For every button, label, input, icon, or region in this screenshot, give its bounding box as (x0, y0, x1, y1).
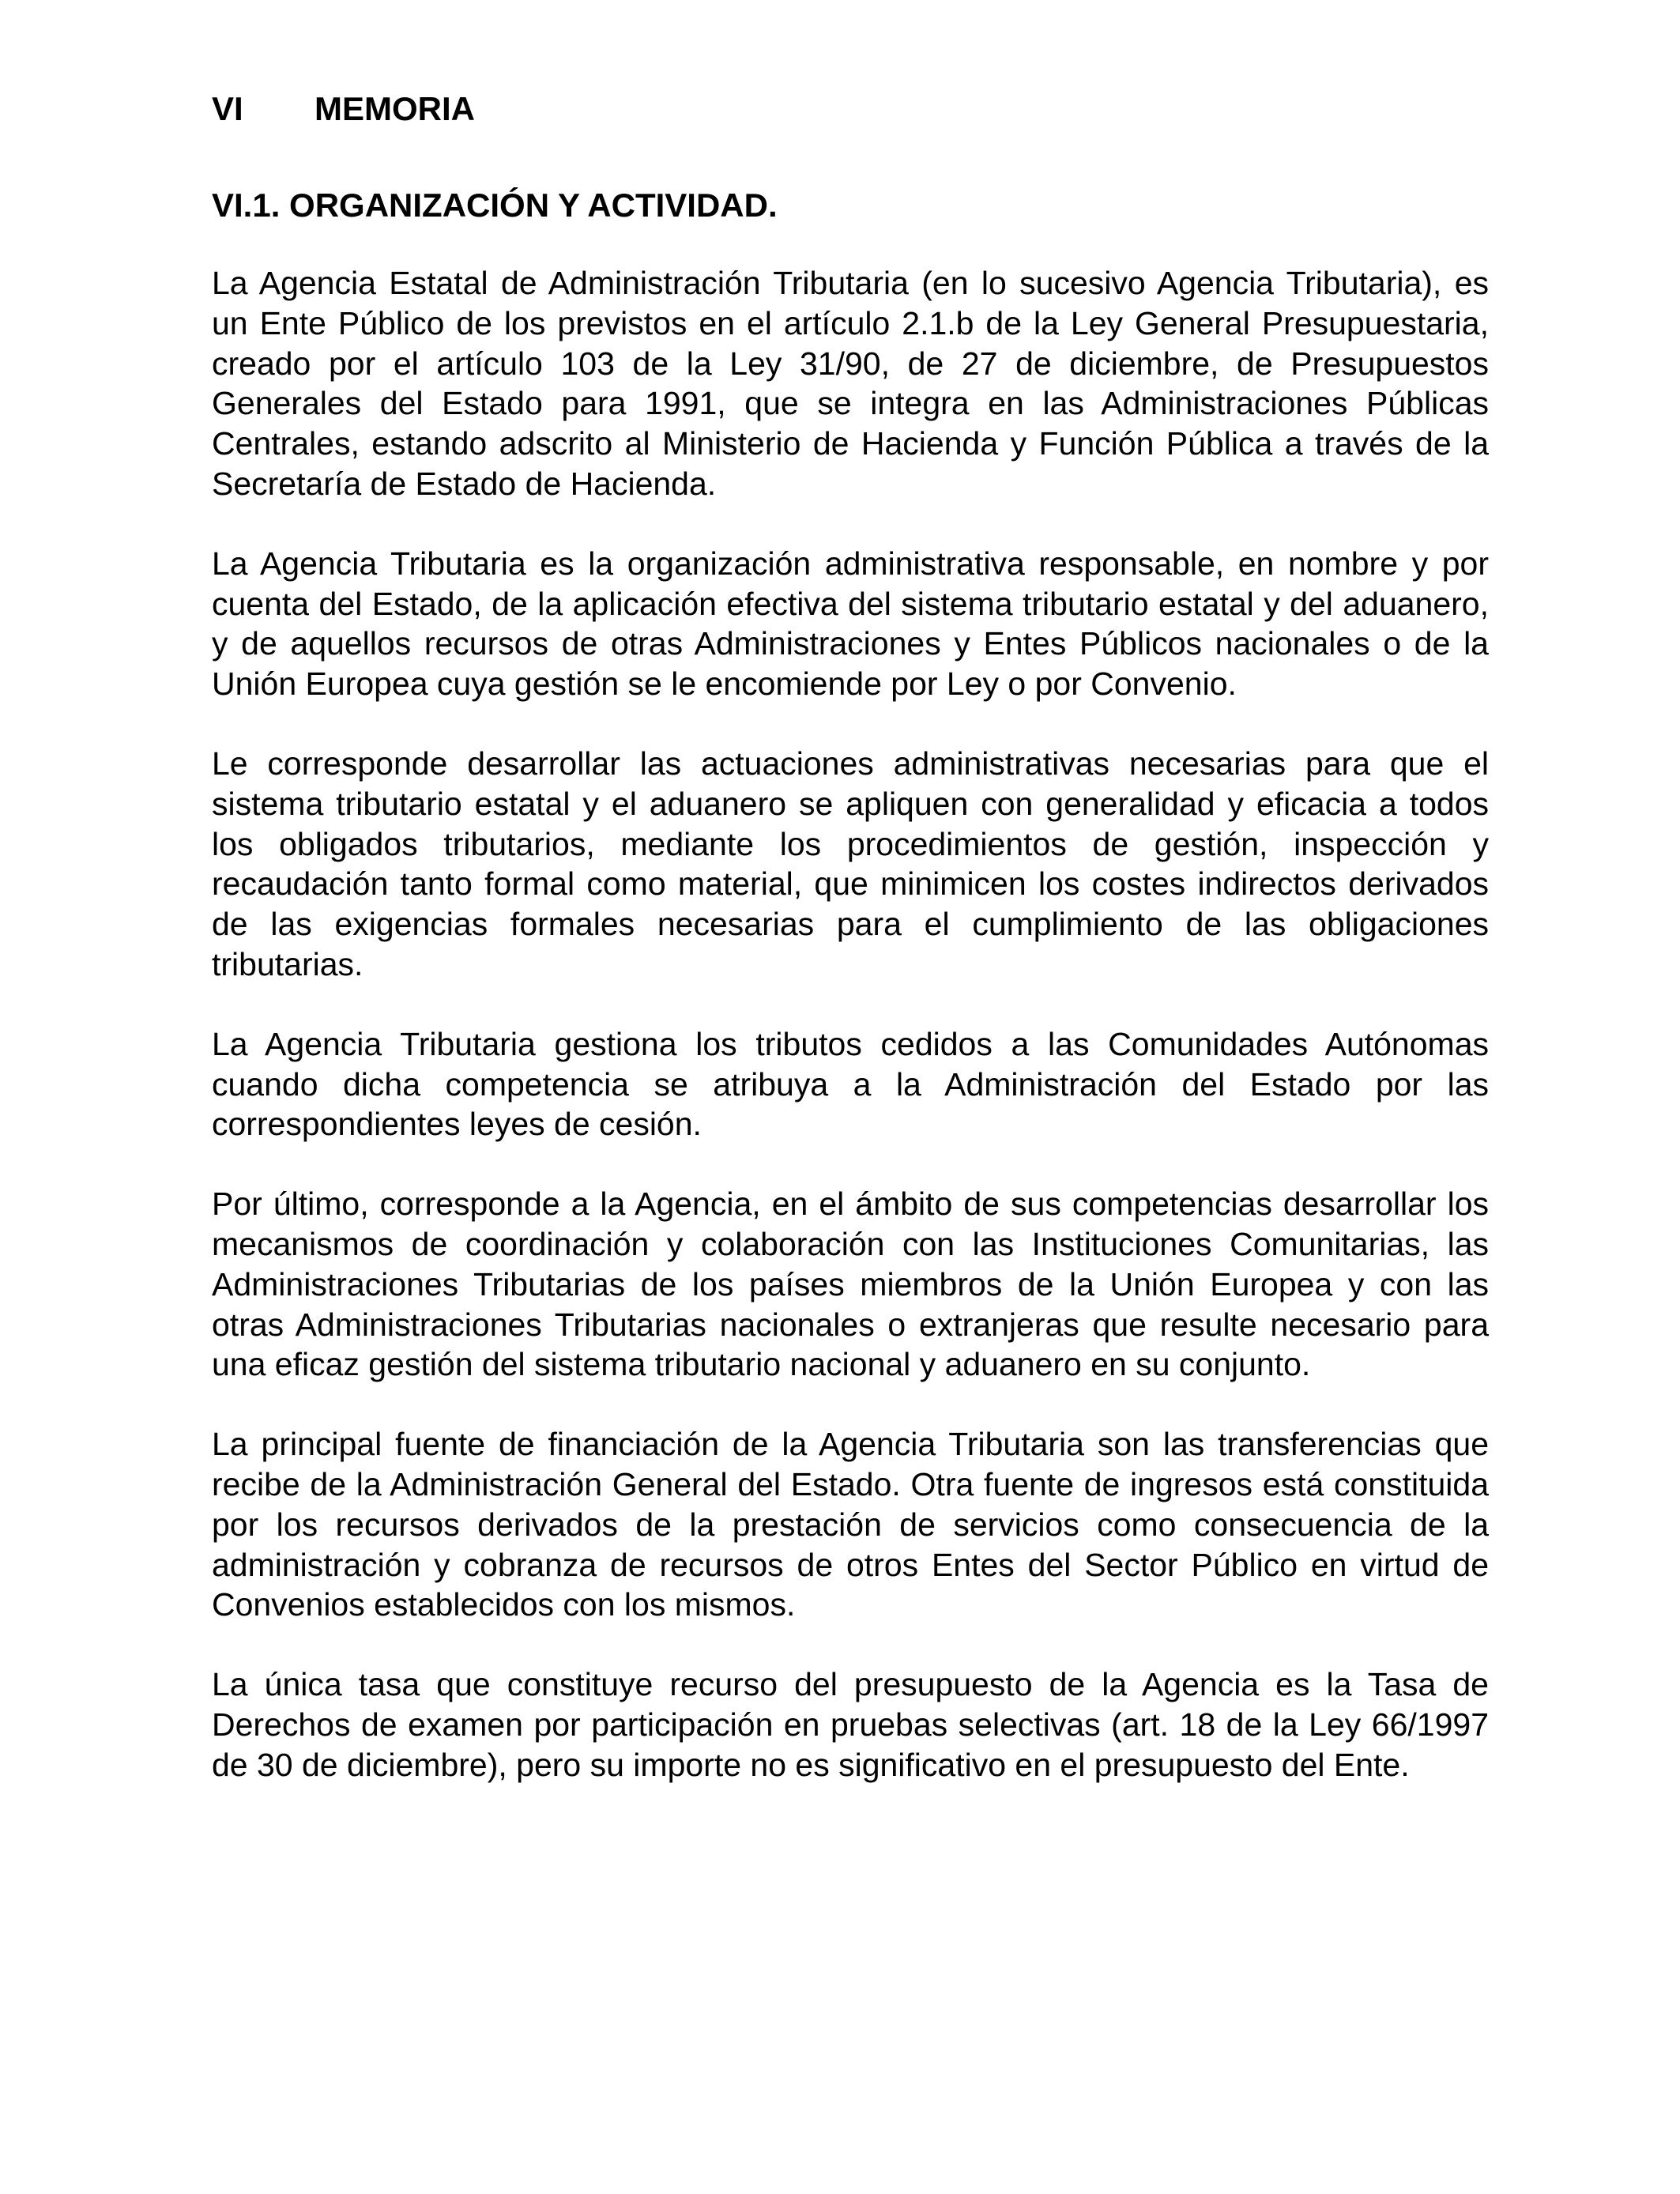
paragraph-7: La única tasa que constituye recurso del presupuesto de la Agencia es la Tasa de Derechos de examen por participación en pruebas selectivas (art. 18 de la Ley 66/1997 de 30 de diciembre), pero su importe no es significativo en el presupuesto del Ente. (212, 1666, 1489, 1783)
paragraph-4: La Agencia Tributaria gestiona los tributos cedidos a las Comunidades Autónomas cuando dicha competencia se atribuya a la Administración del Estado por las correspondientes leyes de cesión. (212, 1025, 1489, 1143)
paragraph-2: La Agencia Tributaria es la organización administrativa responsable, en nombre y por cuenta del Estado, de la aplicación efectiva del sistema tributario estatal y del aduanero, y de aquellos recursos de otras Administraciones y Entes Públicos nacionales o de la Unión Europea cuya gestión se le encomiende por Ley o por Convenio. (212, 545, 1489, 703)
document-body (212, 263, 1489, 1825)
paragraph-3: Le corresponde desarrollar las actuaciones administrativas necesarias para que el sistema tributario estatal y el aduanero se apliquen con generalidad y eficacia a todos los obligados tributarios, mediante los procedimientos de gestión, inspección y recaudación tanto formal como material, que minimicen los costes indirectos derivados de las exigencias formales necesarias para el cumplimiento de las obligaciones tributarias. (212, 745, 1489, 982)
paragraph-5: Por último, corresponde a la Agencia, en el ámbito de sus competencias desarrollar los mecanismos de coordinación y colaboración con las Instituciones Comunitarias, las Administraciones Tributarias de los países miembros de la Unión Europea y con las otras Administraciones Tributarias nacionales o extranjeras que resulte necesario para una eficaz gestión del sistema tributario nacional y aduanero en su conjunto. (212, 1186, 1489, 1383)
section-heading (212, 85, 475, 133)
section-number: VI (212, 90, 243, 127)
paragraph-1: La Agencia Estatal de Administración Tributaria (en lo sucesivo Agencia Tributaria), es un Ente Público de los previstos en el artículo 2.1.b de la Ley General Presupuestaria, creado por el artículo 103 de la Ley 31/90, de 27 de diciembre, de Presupuestos Generales del Estado para 1991, que se integra en las Administraciones Públicas Centrales, estando adscrito al Ministerio de Hacienda y Función Pública a través de la Secretaría de Estado de Hacienda. (212, 265, 1489, 502)
section-title: MEMORIA (315, 90, 475, 127)
paragraph-6: La principal fuente de financiación de la Agencia Tributaria son las transferencias que recibe de la Administración General del Estado. Otra fuente de ingresos está constituida por los recursos derivados de la prestación de servicios como consecuencia de la administración y cobranza de recursos de otros Entes del Sector Público en virtud de Convenios establecidos con los mismos. (212, 1426, 1489, 1623)
subsection-heading: VI.1. ORGANIZACIÓN Y ACTIVIDAD. (212, 187, 778, 224)
